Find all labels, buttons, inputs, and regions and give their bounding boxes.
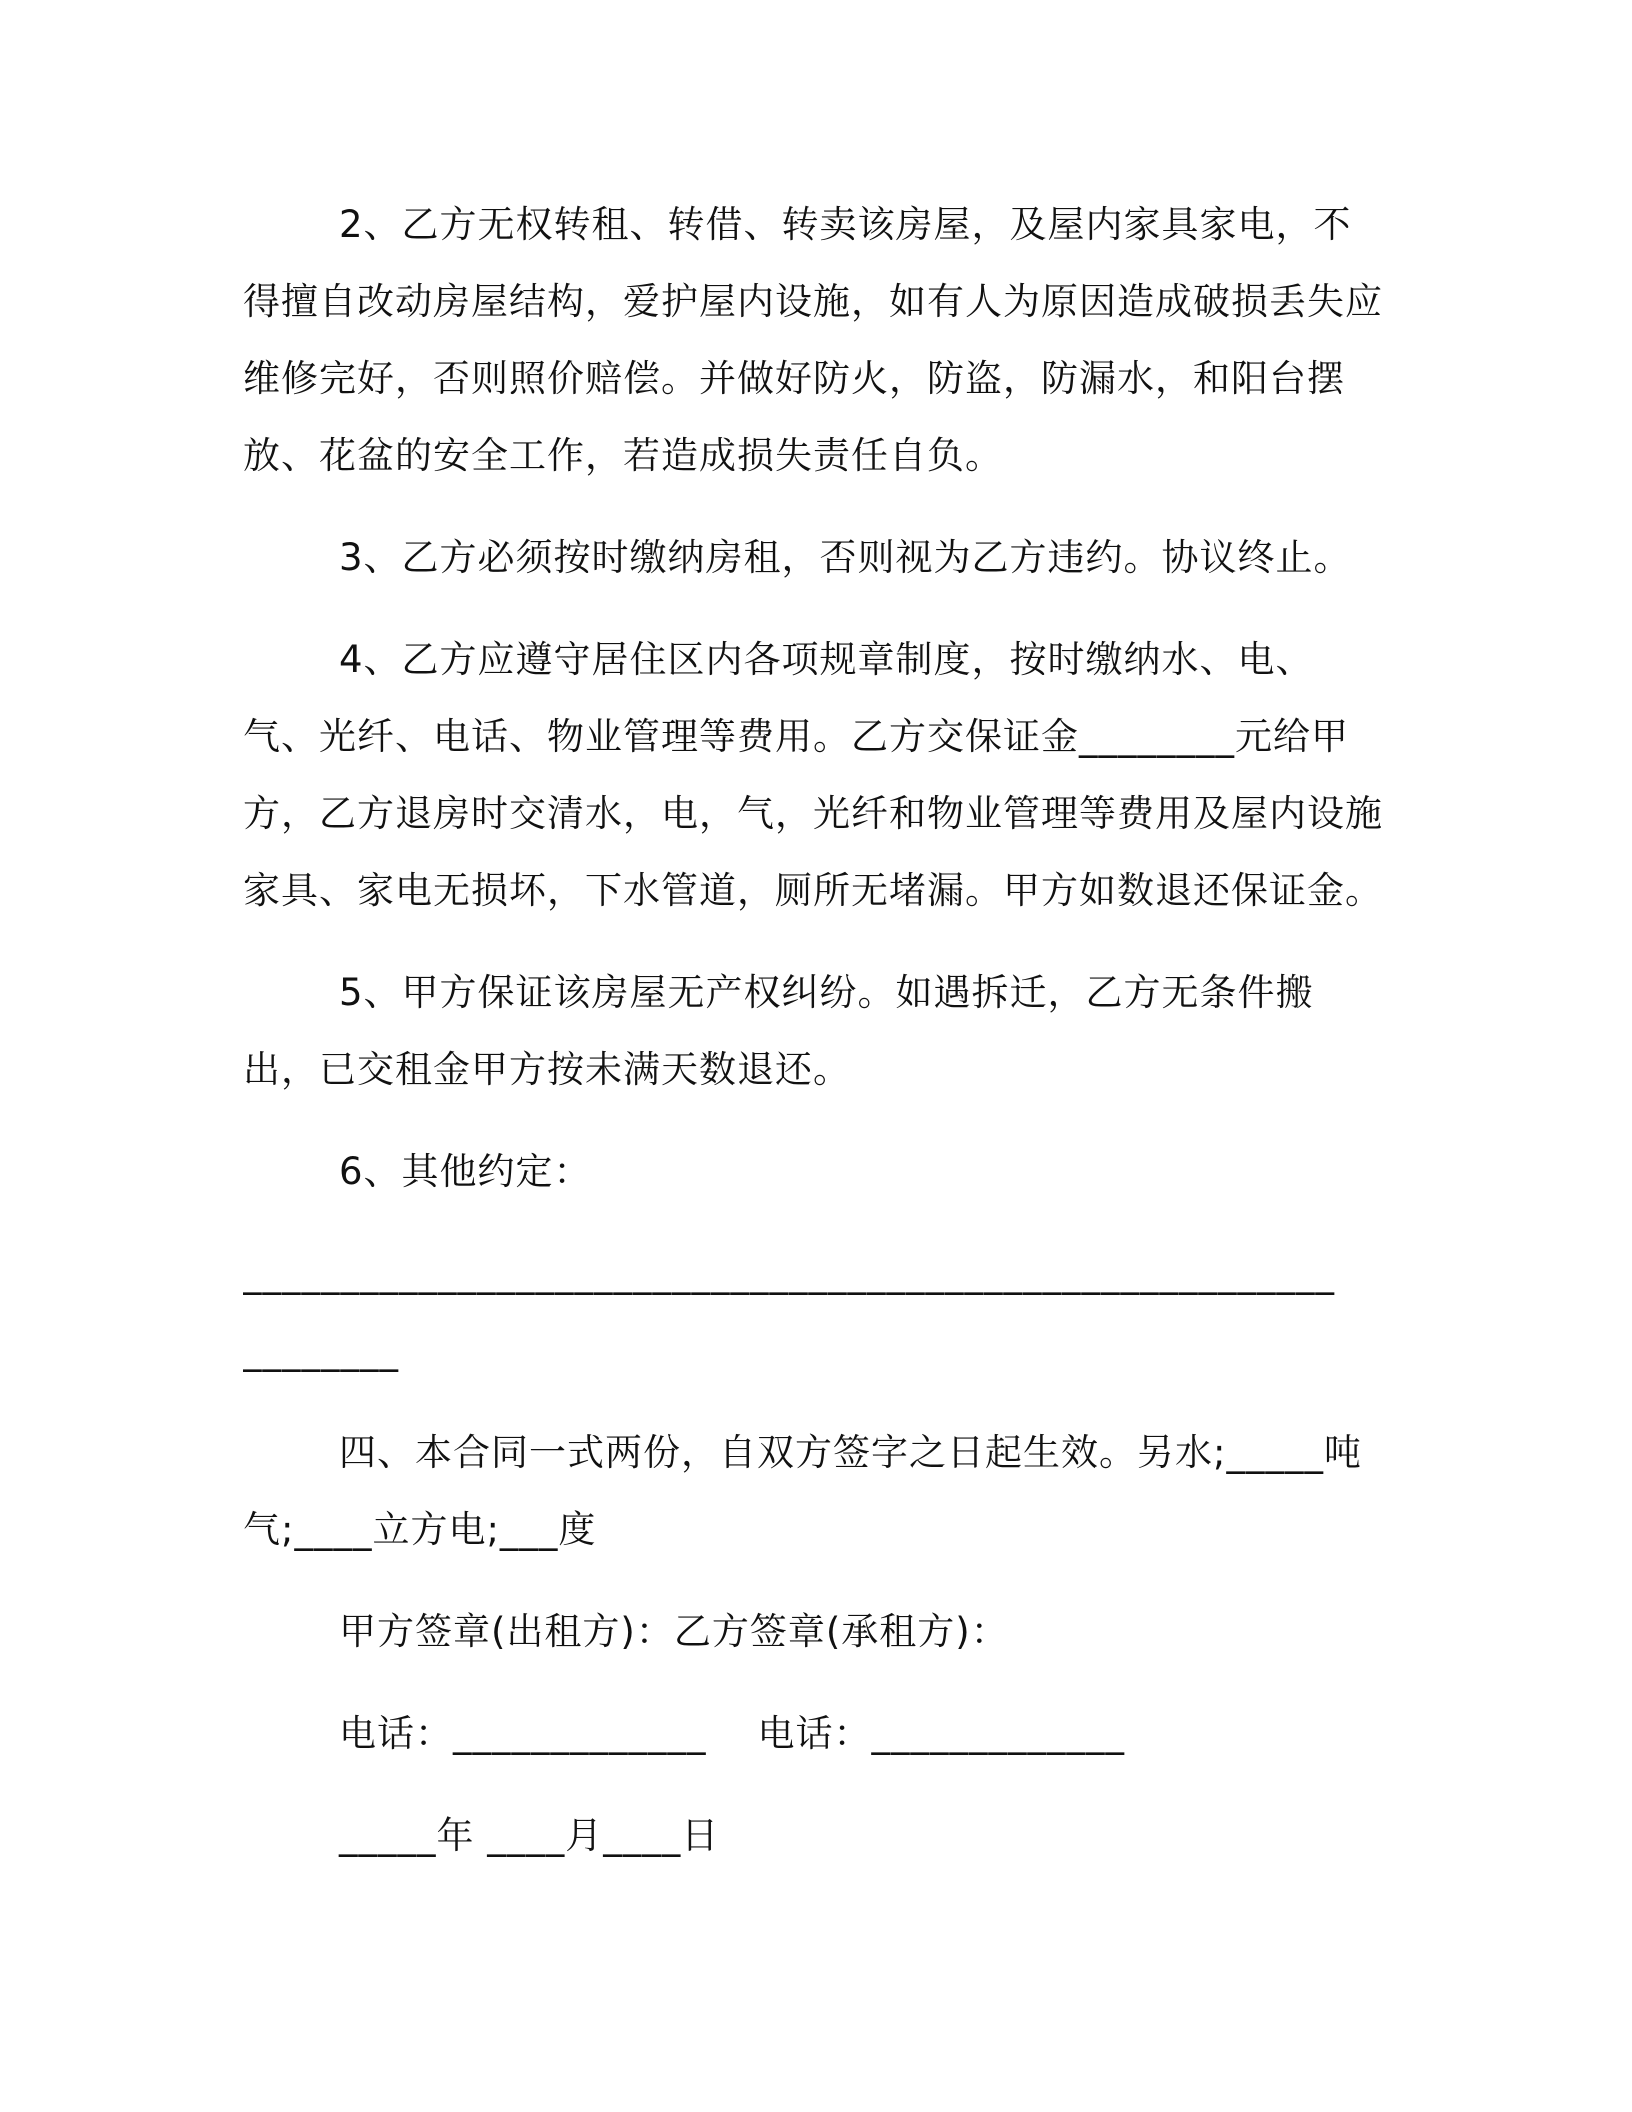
other-terms-blank-line-2: ________ [243, 1329, 399, 1372]
clause-3: 3、乙方必须按时缴纳房租，否则视为乙方违约。协议终止。 [339, 536, 1352, 579]
clause-4: 4、乙方应遵守居住区内各项规章制度，按时缴纳水、电、气、光纤、电话、物业管理等费用。乙方交保证金________元给甲方，乙方退房时交清水，电，气，光纤和物业管理等费用及屋内设施家具、家电无损坏，下水管道，厕所无堵漏。甲方如数退还保证金。 [243, 638, 1383, 912]
phone-line: 电话：_____________ 电话：_____________ [339, 1712, 1126, 1755]
clause-2: 2、乙方无权转租、转借、转卖该房屋，及屋内家具家电，不得擅自改动房屋结构，爱护屋内设施，如有人为原因造成破损丢失应维修完好，否则照价赔偿。并做好防火，防盗，防漏水，和阳台摆放、花盆的安全工作，若造成损失责任自负。 [243, 203, 1383, 477]
contract-body [243, 186, 1388, 1899]
clause-5: 5、甲方保证该房屋无产权纠纷。如遇拆迁，乙方无条件搬出，已交租金甲方按未满天数退还。 [243, 971, 1314, 1091]
section-4-effective: 四、本合同一式两份，自双方签字之日起生效。另水;_____吨气;____立方电;___度 [243, 1431, 1362, 1551]
signature-line: 甲方签章(出租方)：乙方签章(承租方)： [339, 1610, 1009, 1653]
date-line: _____年 ____月____日 [339, 1814, 720, 1857]
other-terms-blank-line-1: ________________________________________________________ [243, 1252, 1335, 1295]
clause-6: 6、其他约定： [339, 1150, 592, 1193]
